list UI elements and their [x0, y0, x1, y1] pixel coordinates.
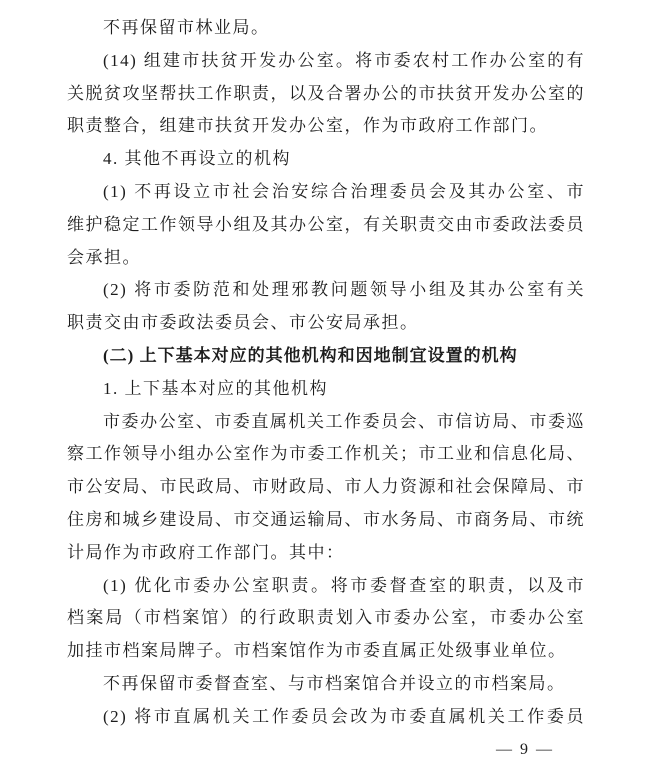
document-line: 档案局（市档案馆）的行政职责划入市委办公室，市委办公室	[67, 608, 585, 628]
document-line: 不再保留市委督查室、与市档案馆合并设立的市档案局。	[103, 673, 566, 693]
document-line: 职责整合，组建市扶贫开发办公室，作为市政府工作部门。	[67, 116, 548, 136]
document-line: 察工作领导小组办公室作为市委工作机关；市工业和信息化局、	[67, 444, 585, 464]
document-line: 市公安局、市民政局、市财政局、市人力资源和社会保障局、市	[67, 477, 585, 497]
document-line: (二) 上下基本对应的其他机构和因地制宜设置的机构	[103, 345, 518, 365]
document-line: (2) 将市委防范和处理邪教问题领导小组及其办公室有关	[103, 280, 585, 300]
page-number: — 9 —	[496, 741, 554, 758]
document-line: 住房和城乡建设局、市交通运输局、市水务局、市商务局、市统	[67, 509, 585, 529]
document-line: (1) 优化市委办公室职责。将市委督查室的职责，以及市	[103, 575, 585, 595]
document-line: 市委办公室、市委直属机关工作委员会、市信访局、市委巡	[103, 411, 585, 431]
document-line: 会承担。	[67, 247, 141, 267]
document-line: 4. 其他不再设立的机构	[103, 149, 291, 169]
document-line: (14) 组建市扶贫开发办公室。将市委农村工作办公室的有	[103, 50, 585, 70]
document-line: 计局作为市政府工作部门。其中：	[67, 542, 345, 562]
document-line: (2) 将市直属机关工作委员会改为市委直属机关工作委员	[103, 706, 585, 726]
document-line: 维护稳定工作领导小组及其办公室，有关职责交由市委政法委员	[67, 214, 585, 234]
document-line: 加挂市档案局牌子。市档案馆作为市委直属正处级事业单位。	[67, 641, 567, 661]
document-line: 1. 上下基本对应的其他机构	[103, 378, 328, 398]
document-line: 关脱贫攻坚帮扶工作职责，以及合署办公的市扶贫开发办公室的	[67, 83, 585, 103]
document-line: (1) 不再设立市社会治安综合治理委员会及其办公室、市	[103, 181, 585, 201]
document-line: 职责交由市委政法委员会、市公安局承担。	[67, 313, 419, 333]
document-line: 不再保留市林业局。	[103, 18, 270, 37]
document-body	[67, 12, 585, 734]
